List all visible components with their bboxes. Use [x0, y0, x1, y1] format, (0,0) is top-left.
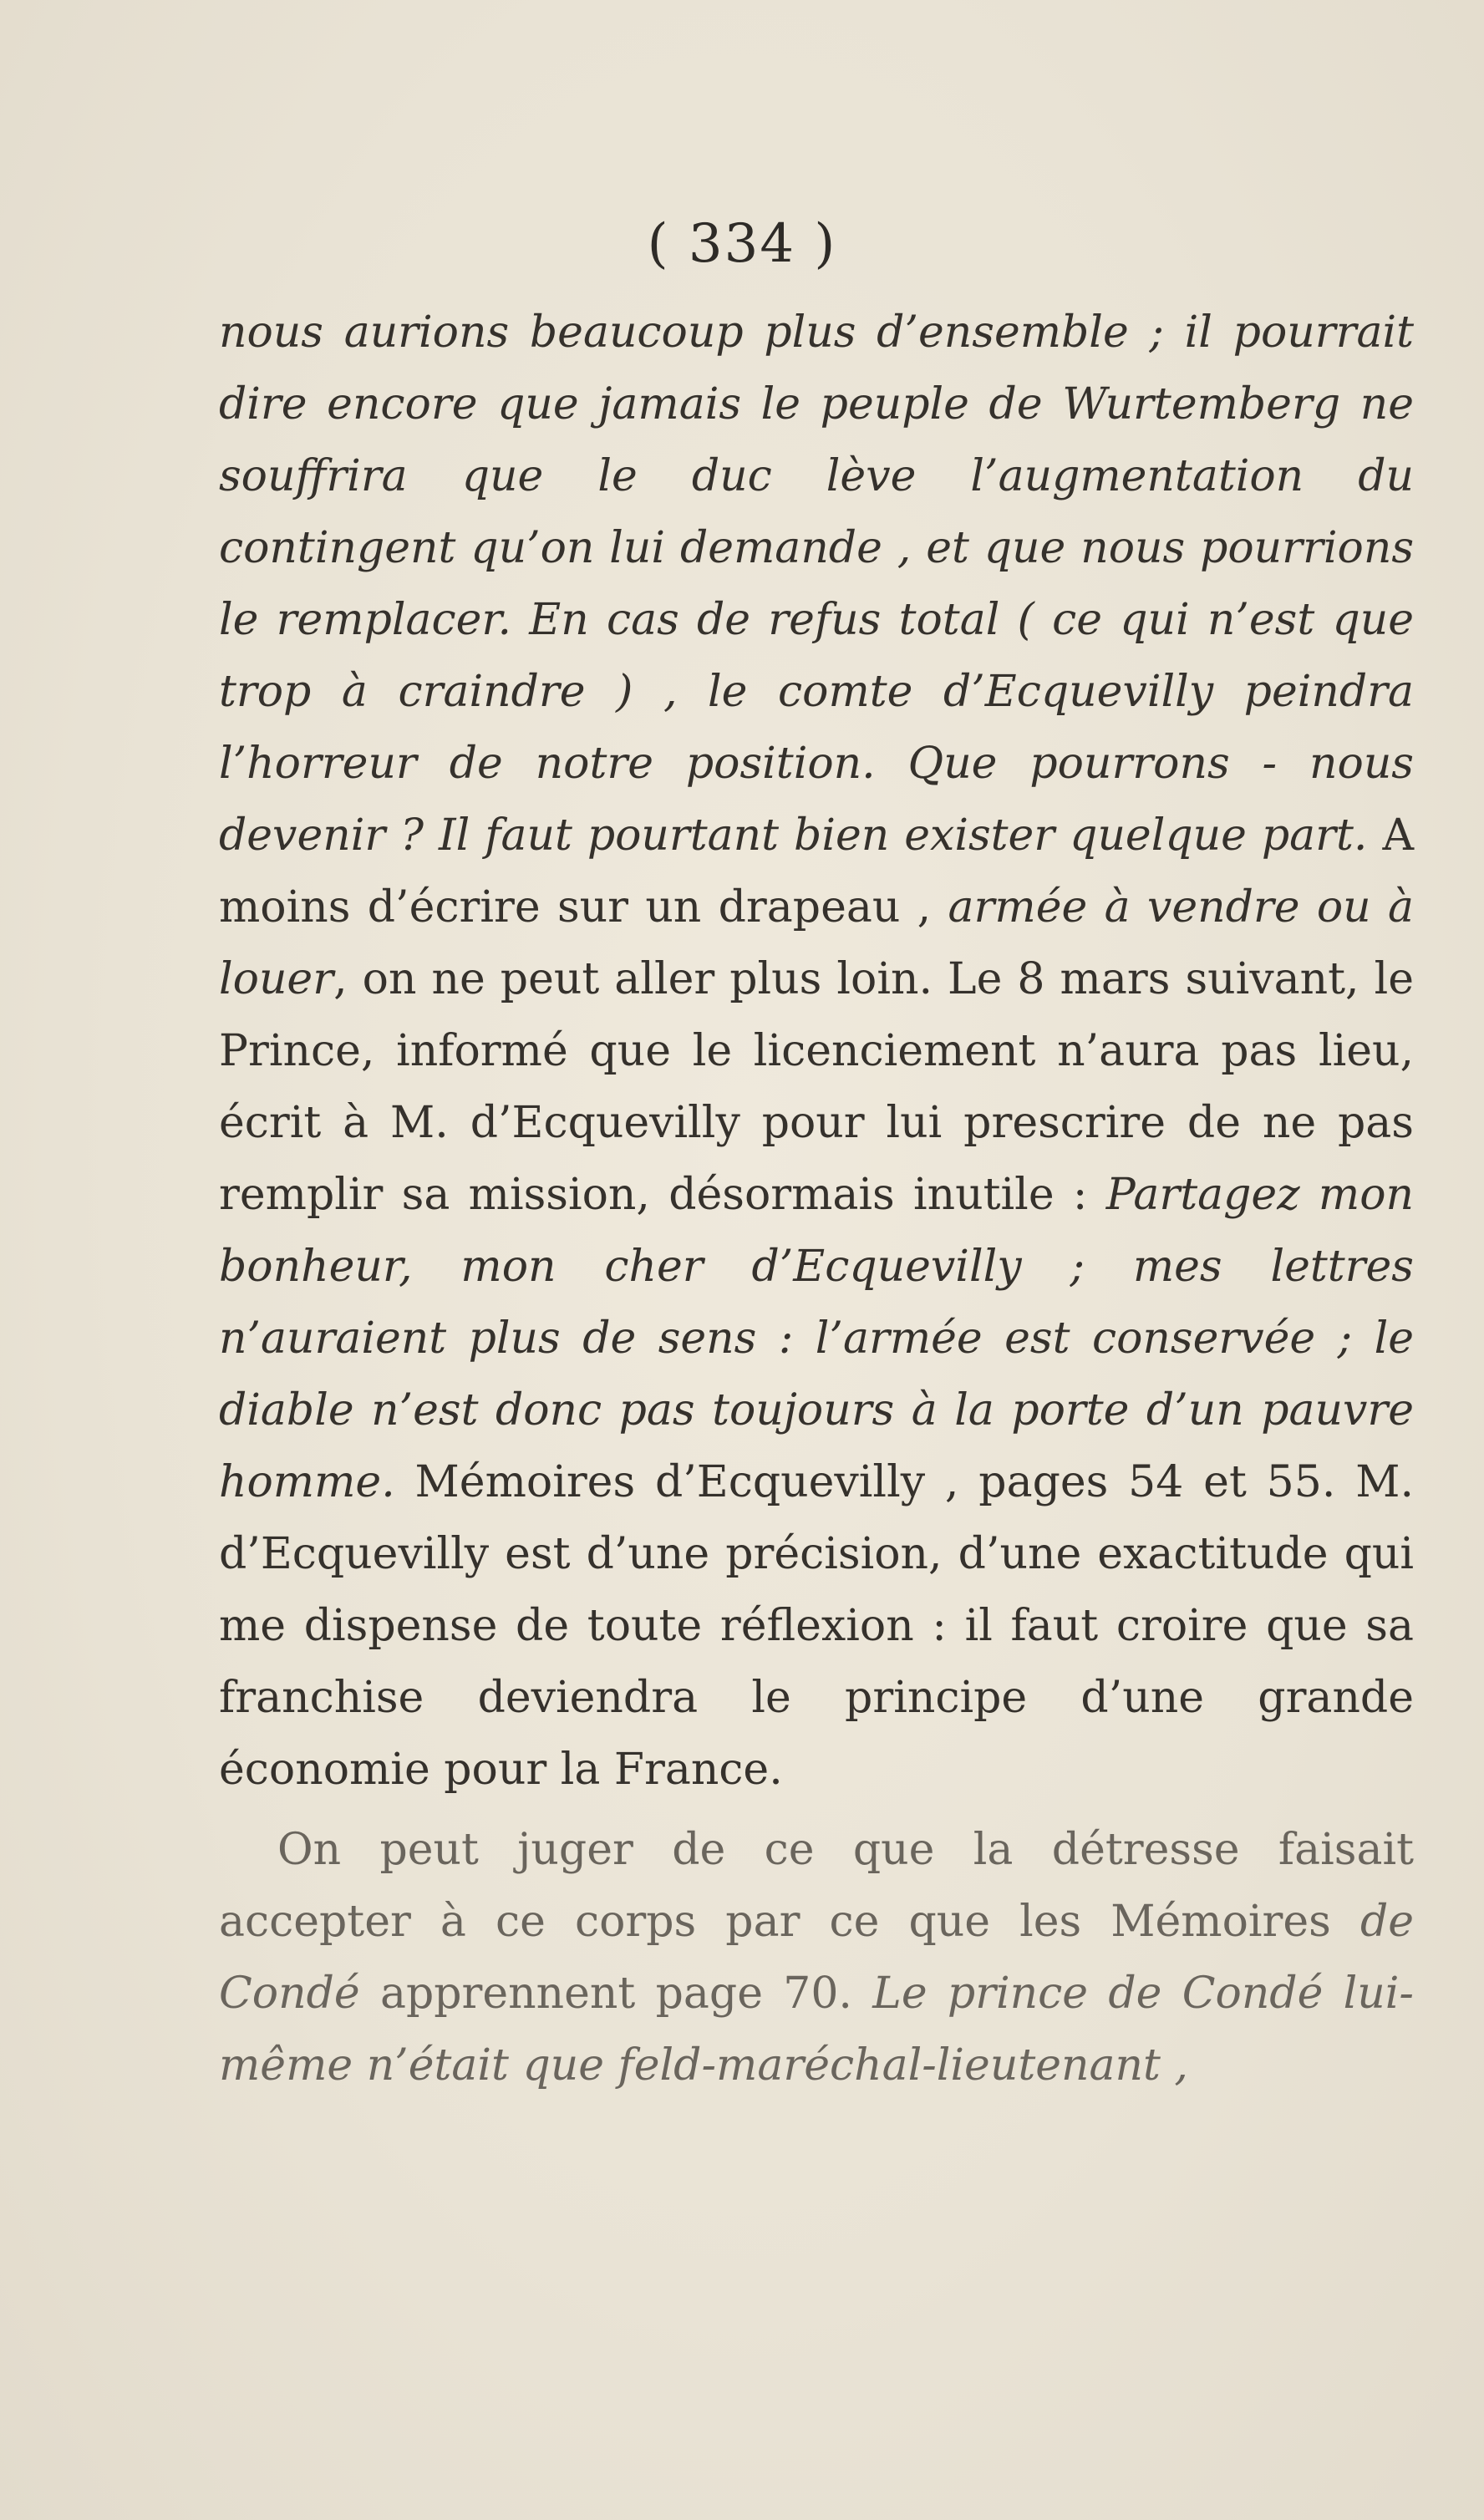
- text-run: Mémoires d’Ecquevilly , pages 54 et 55. M. d’Ecquevilly est d’une précision, d’une exactitude qui me dispense de toute réflexion : il faut croire que sa franchise deviendra le principe d’une grande économie pour la France.: [219, 1457, 1414, 1795]
- paragraph-1: [219, 297, 1414, 1806]
- text-run: nous aurions beaucoup plus d’ensemble ; il pourrait dire encore que jamais le peuple de Wurtemberg ne souffrira que le duc lève l’augmentation du contingent qu’on lui demande , et que nous pourrions le remplacer. En cas de refus total ( ce qui n’est que trop à craindre ) , le comte d’Ecquevilly peindra l’horreur de notre position. Que pourrons - nous devenir ? Il faut pourtant bien exister quelque part.: [219, 307, 1414, 861]
- text-run: armée à vendre ou à louer: [219, 882, 1414, 1004]
- page-number-header: ( 334 ): [647, 213, 837, 275]
- body-text: [219, 297, 1414, 2101]
- text-run: apprennent page 70.: [359, 1969, 873, 2019]
- text-run: Partagez mon bonheur, mon cher d’Ecquevilly ; mes lettres n’auraient plus de sens : l’armée est conservée ; le diable n’est donc pas toujours à la porte d’un pauvre homme.: [219, 1170, 1414, 1507]
- paragraph-2: [219, 1814, 1414, 2101]
- text-run: Le prince de Condé lui-même n’était que feld-maréchal-lieutenant ,: [219, 1969, 1414, 2091]
- text-run: de Condé: [219, 1897, 1414, 2019]
- text-run: , on ne peut aller plus loin. Le 8 mars suivant, le Prince, informé que le licenciement n’aura pas lieu, écrit à M. d’Ecquevilly pour lui prescrire de ne pas remplir sa mission, désormais inutile :: [219, 954, 1414, 1220]
- text-run: A moins d’écrire sur un drapeau ,: [219, 810, 1414, 932]
- text-run: On peut juger de ce que la détresse faisait accepter à ce corps par ce que les Mémoires: [219, 1825, 1414, 1947]
